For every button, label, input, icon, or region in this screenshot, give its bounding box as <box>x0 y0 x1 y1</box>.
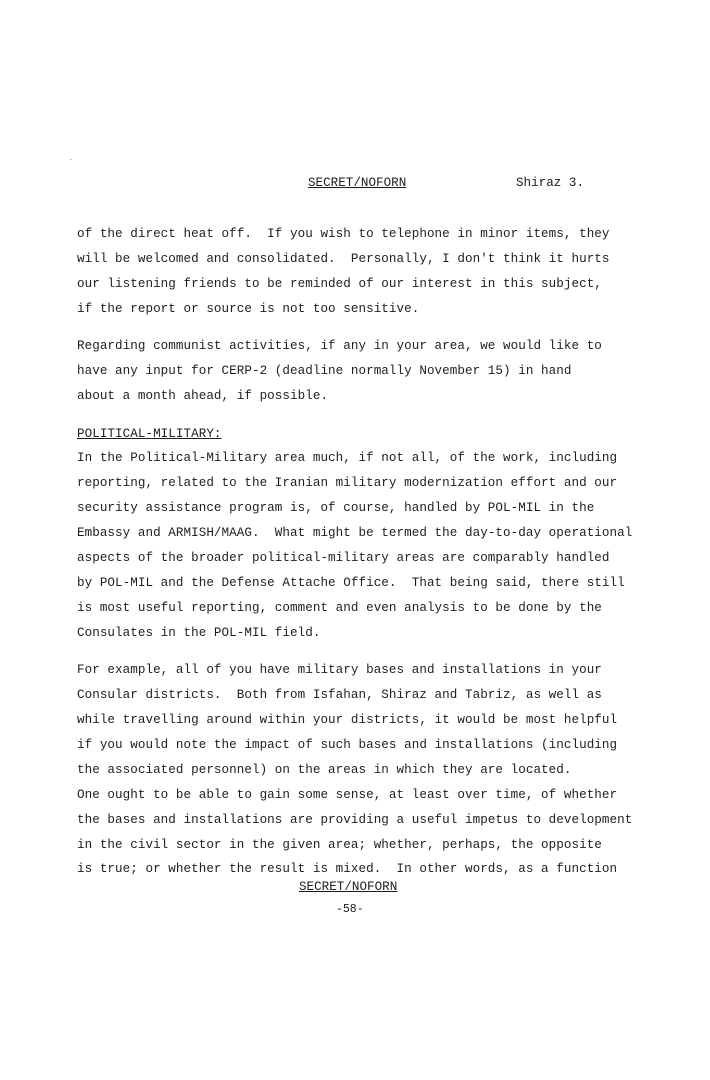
header-page-reference: Shiraz 3. <box>516 176 585 190</box>
body-line: security assistance program is, of course, handled by POL-MIL in the <box>77 501 595 515</box>
body-line: in the civil sector in the given area; whether, perhaps, the opposite <box>77 838 602 852</box>
body-line: the associated personnel) on the areas in which they are located. <box>77 763 572 777</box>
body-line: while travelling around within your districts, it would be most helpful <box>77 713 618 727</box>
body-line: reporting, related to the Iranian military modernization effort and our <box>77 476 618 490</box>
body-line: by POL-MIL and the Defense Attache Office. That being said, there still <box>77 576 625 590</box>
body-line: of the direct heat off. If you wish to telephone in minor items, they <box>77 227 610 241</box>
page-number: -58- <box>336 903 364 916</box>
body-line: if you would note the impact of such bases and installations (including <box>77 738 618 752</box>
body-line: if the report or source is not too sensitive. <box>77 302 420 316</box>
body-line: Regarding communist activities, if any in your area, we would like to <box>77 339 602 353</box>
body-line: Consulates in the POL-MIL field. <box>77 626 321 640</box>
body-line: the bases and installations are providing a useful impetus to development <box>77 813 633 827</box>
body-line: For example, all of you have military bases and installations in your <box>77 663 602 677</box>
body-line: about a month ahead, if possible. <box>77 389 329 403</box>
section-heading-political-military: POLITICAL-MILITARY: <box>77 427 222 441</box>
body-line: One ought to be able to gain some sense, at least over time, of whether <box>77 788 618 802</box>
body-line: is most useful reporting, comment and even analysis to be done by the <box>77 601 602 615</box>
body-line: aspects of the broader political-military areas are comparably handled <box>77 551 610 565</box>
body-line: have any input for CERP-2 (deadline normally November 15) in hand <box>77 364 572 378</box>
body-line: Consular districts. Both from Isfahan, Shiraz and Tabriz, as well as <box>77 688 602 702</box>
header-classification: SECRET/NOFORN <box>308 176 407 190</box>
body-line: our listening friends to be reminded of our interest in this subject, <box>77 277 602 291</box>
footer-classification: SECRET/NOFORN <box>299 880 398 894</box>
body-line: is true; or whether the result is mixed. In other words, as a function <box>77 862 618 876</box>
body-line: will be welcomed and consolidated. Personally, I don't think it hurts <box>77 252 610 266</box>
body-line: Embassy and ARMISH/MAAG. What might be termed the day-to-day operational <box>77 526 633 540</box>
body-line: In the Political-Military area much, if not all, of the work, including <box>77 451 618 465</box>
scan-speck <box>70 159 72 160</box>
